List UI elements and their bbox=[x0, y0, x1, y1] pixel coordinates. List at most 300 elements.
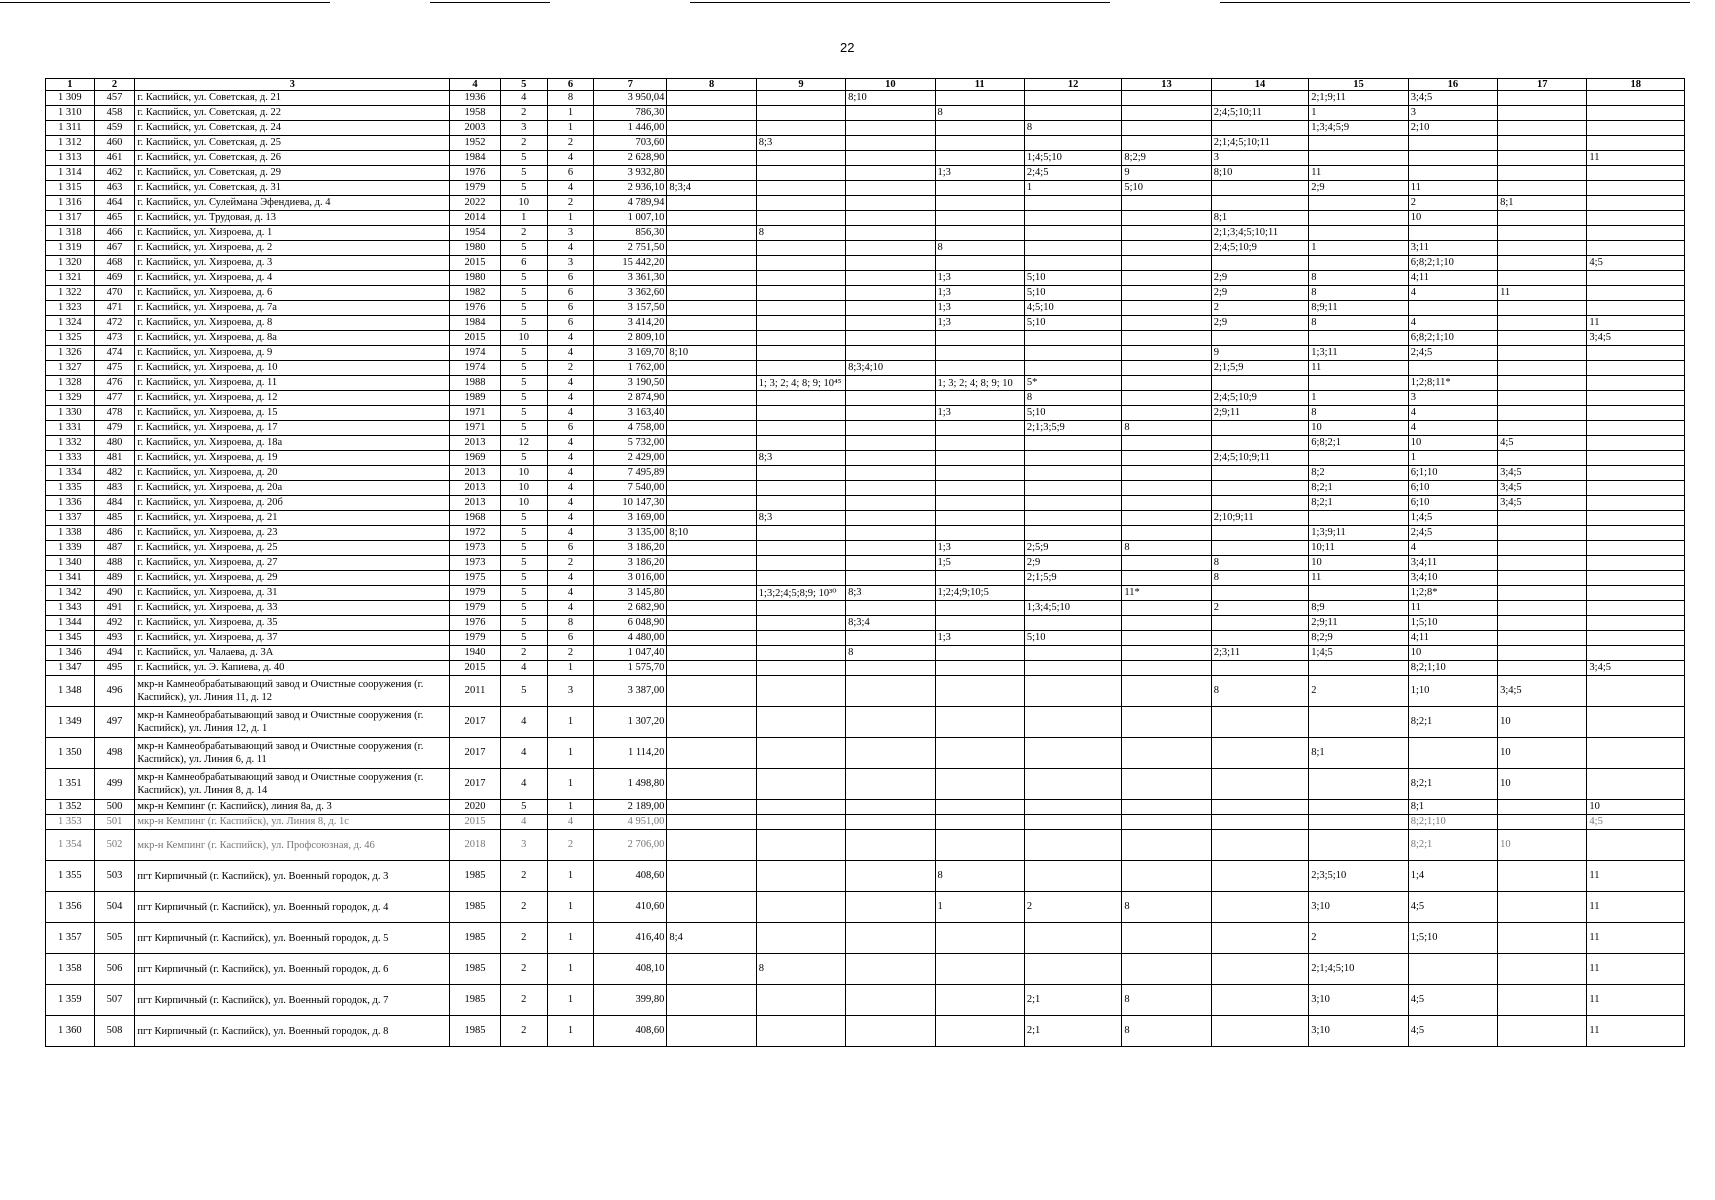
code-col-18: 11 bbox=[1587, 954, 1685, 985]
code-col-15: 1 bbox=[1309, 391, 1409, 406]
build-year: 1979 bbox=[450, 586, 501, 601]
code-col-18: 4;5 bbox=[1587, 256, 1685, 271]
code-col-15 bbox=[1309, 256, 1409, 271]
code-col-10 bbox=[846, 391, 935, 406]
floors: 5 bbox=[500, 616, 547, 631]
entrances: 6 bbox=[547, 541, 594, 556]
area: 786,30 bbox=[594, 106, 667, 121]
code-col-12 bbox=[1024, 331, 1121, 346]
code-col-15 bbox=[1309, 211, 1409, 226]
floors: 5 bbox=[500, 556, 547, 571]
code-col-16: 4 bbox=[1408, 421, 1497, 436]
code-col-13 bbox=[1122, 526, 1211, 541]
code-col-12 bbox=[1024, 361, 1121, 376]
code-col-15: 2;1;9;11 bbox=[1309, 91, 1409, 106]
area: 3 414,20 bbox=[594, 316, 667, 331]
code-col-14 bbox=[1211, 631, 1308, 646]
row-number: 1 320 bbox=[46, 256, 95, 271]
code-col-8 bbox=[667, 466, 756, 481]
code-col-13: 9 bbox=[1122, 166, 1211, 181]
address: г. Каспийск, ул. Хизроева, д. 19 bbox=[135, 451, 450, 466]
item-number: 508 bbox=[94, 1016, 135, 1047]
code-col-14: 2;3;11 bbox=[1211, 646, 1308, 661]
code-col-10: 8;3;4;10 bbox=[846, 361, 935, 376]
code-col-13 bbox=[1122, 121, 1211, 136]
table-row bbox=[46, 923, 1685, 954]
address: пгт Кирпичный (г. Каспийск), ул. Военный городок, д. 5 bbox=[135, 923, 450, 954]
code-col-9 bbox=[756, 676, 845, 707]
code-col-13 bbox=[1122, 556, 1211, 571]
code-col-9 bbox=[756, 241, 845, 256]
code-col-11 bbox=[935, 511, 1024, 526]
entrances: 4 bbox=[547, 481, 594, 496]
code-col-8 bbox=[667, 256, 756, 271]
code-col-16 bbox=[1408, 136, 1497, 151]
code-col-13 bbox=[1122, 436, 1211, 451]
floors: 2 bbox=[500, 226, 547, 241]
code-col-16: 8;2;1 bbox=[1408, 769, 1497, 800]
code-col-13 bbox=[1122, 136, 1211, 151]
code-col-13: 8 bbox=[1122, 421, 1211, 436]
code-col-9 bbox=[756, 861, 845, 892]
row-number: 1 318 bbox=[46, 226, 95, 241]
build-year: 1958 bbox=[450, 106, 501, 121]
table-row bbox=[46, 406, 1685, 421]
code-col-8 bbox=[667, 226, 756, 241]
build-year: 2013 bbox=[450, 466, 501, 481]
code-col-12: 5;10 bbox=[1024, 286, 1121, 301]
item-number: 458 bbox=[94, 106, 135, 121]
code-col-15: 1;3;11 bbox=[1309, 346, 1409, 361]
code-col-8 bbox=[667, 271, 756, 286]
code-col-12 bbox=[1024, 646, 1121, 661]
code-col-16: 10 bbox=[1408, 646, 1497, 661]
item-number: 469 bbox=[94, 271, 135, 286]
table-row bbox=[46, 954, 1685, 985]
code-col-10 bbox=[846, 830, 935, 861]
code-col-11: 1 bbox=[935, 892, 1024, 923]
code-col-14: 2;9 bbox=[1211, 271, 1308, 286]
code-col-14 bbox=[1211, 466, 1308, 481]
entrances: 1 bbox=[547, 892, 594, 923]
code-col-14: 8 bbox=[1211, 571, 1308, 586]
row-number: 1 329 bbox=[46, 391, 95, 406]
row-number: 1 315 bbox=[46, 181, 95, 196]
table-row bbox=[46, 601, 1685, 616]
area: 5 732,00 bbox=[594, 436, 667, 451]
code-col-8 bbox=[667, 136, 756, 151]
code-col-9 bbox=[756, 616, 845, 631]
code-col-14: 2;4;5;10;9 bbox=[1211, 241, 1308, 256]
item-number: 466 bbox=[94, 226, 135, 241]
address: г. Каспийск, ул. Советская, д. 26 bbox=[135, 151, 450, 166]
code-col-12 bbox=[1024, 91, 1121, 106]
area: 3 387,00 bbox=[594, 676, 667, 707]
build-year: 1973 bbox=[450, 541, 501, 556]
code-col-11: 1;5 bbox=[935, 556, 1024, 571]
code-col-14: 2;4;5;10;11 bbox=[1211, 106, 1308, 121]
item-number: 494 bbox=[94, 646, 135, 661]
code-col-12 bbox=[1024, 707, 1121, 738]
code-col-8 bbox=[667, 436, 756, 451]
entrances: 3 bbox=[547, 226, 594, 241]
row-number: 1 330 bbox=[46, 406, 95, 421]
build-year: 1973 bbox=[450, 556, 501, 571]
address: пгт Кирпичный (г. Каспийск), ул. Военный городок, д. 7 bbox=[135, 985, 450, 1016]
code-col-12 bbox=[1024, 436, 1121, 451]
address: г. Каспийск, ул. Хизроева, д. 33 bbox=[135, 601, 450, 616]
entrances: 1 bbox=[547, 106, 594, 121]
code-col-11 bbox=[935, 496, 1024, 511]
code-col-12 bbox=[1024, 738, 1121, 769]
table-row bbox=[46, 451, 1685, 466]
address: г. Каспийск, ул. Хизроева, д. 7а bbox=[135, 301, 450, 316]
build-year: 1985 bbox=[450, 892, 501, 923]
code-col-11 bbox=[935, 361, 1024, 376]
code-col-15: 1;4;5 bbox=[1309, 646, 1409, 661]
code-col-14: 2;9;11 bbox=[1211, 406, 1308, 421]
code-col-8 bbox=[667, 361, 756, 376]
code-col-9 bbox=[756, 646, 845, 661]
row-number: 1 353 bbox=[46, 815, 95, 830]
floors: 5 bbox=[500, 676, 547, 707]
entrances: 1 bbox=[547, 861, 594, 892]
col-header: 2 bbox=[94, 79, 135, 91]
code-col-14 bbox=[1211, 738, 1308, 769]
area: 2 936,10 bbox=[594, 181, 667, 196]
code-col-10 bbox=[846, 136, 935, 151]
floors: 4 bbox=[500, 738, 547, 769]
code-col-10: 8;3 bbox=[846, 586, 935, 601]
area: 4 789,94 bbox=[594, 196, 667, 211]
code-col-17 bbox=[1498, 376, 1587, 391]
item-number: 481 bbox=[94, 451, 135, 466]
code-col-10 bbox=[846, 451, 935, 466]
entrances: 4 bbox=[547, 601, 594, 616]
code-col-9 bbox=[756, 738, 845, 769]
code-col-12: 5;10 bbox=[1024, 271, 1121, 286]
col-header: 13 bbox=[1122, 79, 1211, 91]
code-col-13 bbox=[1122, 316, 1211, 331]
code-col-9 bbox=[756, 830, 845, 861]
code-col-11 bbox=[935, 707, 1024, 738]
area: 1 498,80 bbox=[594, 769, 667, 800]
code-col-8 bbox=[667, 331, 756, 346]
code-col-18 bbox=[1587, 241, 1685, 256]
build-year: 2013 bbox=[450, 436, 501, 451]
code-col-11: 8 bbox=[935, 106, 1024, 121]
address: г. Каспийск, ул. Сулеймана Эфендиева, д. 4 bbox=[135, 196, 450, 211]
code-col-17 bbox=[1498, 166, 1587, 181]
code-col-11 bbox=[935, 526, 1024, 541]
row-number: 1 352 bbox=[46, 800, 95, 815]
code-col-12: 1;4;5;10 bbox=[1024, 151, 1121, 166]
code-col-15: 8 bbox=[1309, 271, 1409, 286]
address: пгт Кирпичный (г. Каспийск), ул. Военный городок, д. 3 bbox=[135, 861, 450, 892]
code-col-12 bbox=[1024, 661, 1121, 676]
area: 3 145,80 bbox=[594, 586, 667, 601]
code-col-18 bbox=[1587, 436, 1685, 451]
address: г. Каспийск, ул. Советская, д. 29 bbox=[135, 166, 450, 181]
table-row bbox=[46, 556, 1685, 571]
housing-register-table bbox=[45, 78, 1685, 1047]
table-row bbox=[46, 481, 1685, 496]
code-col-18 bbox=[1587, 451, 1685, 466]
code-col-9 bbox=[756, 91, 845, 106]
code-col-9 bbox=[756, 769, 845, 800]
table-row bbox=[46, 769, 1685, 800]
code-col-14 bbox=[1211, 331, 1308, 346]
build-year: 2015 bbox=[450, 661, 501, 676]
area: 1 446,00 bbox=[594, 121, 667, 136]
code-col-15 bbox=[1309, 800, 1409, 815]
address: г. Каспийск, ул. Хизроева, д. 8 bbox=[135, 316, 450, 331]
col-header: 12 bbox=[1024, 79, 1121, 91]
area: 3 169,70 bbox=[594, 346, 667, 361]
code-col-12 bbox=[1024, 256, 1121, 271]
entrances: 1 bbox=[547, 769, 594, 800]
code-col-11 bbox=[935, 985, 1024, 1016]
code-col-16: 4;5 bbox=[1408, 1016, 1497, 1047]
code-col-8 bbox=[667, 815, 756, 830]
code-col-8 bbox=[667, 661, 756, 676]
code-col-18 bbox=[1587, 286, 1685, 301]
code-col-16: 3;11 bbox=[1408, 241, 1497, 256]
code-col-17: 8;1 bbox=[1498, 196, 1587, 211]
code-col-15: 1 bbox=[1309, 106, 1409, 121]
area: 3 361,30 bbox=[594, 271, 667, 286]
code-col-15: 8 bbox=[1309, 286, 1409, 301]
code-col-18: 11 bbox=[1587, 861, 1685, 892]
code-col-15: 10 bbox=[1309, 556, 1409, 571]
code-col-18 bbox=[1587, 496, 1685, 511]
table-row bbox=[46, 815, 1685, 830]
table-row bbox=[46, 106, 1685, 121]
item-number: 482 bbox=[94, 466, 135, 481]
code-col-13 bbox=[1122, 271, 1211, 286]
code-col-14 bbox=[1211, 616, 1308, 631]
code-col-13 bbox=[1122, 815, 1211, 830]
code-col-14 bbox=[1211, 815, 1308, 830]
table-row bbox=[46, 861, 1685, 892]
row-number: 1 351 bbox=[46, 769, 95, 800]
code-col-15: 1;3;9;11 bbox=[1309, 526, 1409, 541]
area: 408,60 bbox=[594, 861, 667, 892]
code-col-9 bbox=[756, 1016, 845, 1047]
code-col-14: 2;4;5;10;9 bbox=[1211, 391, 1308, 406]
floors: 5 bbox=[500, 526, 547, 541]
area: 856,30 bbox=[594, 226, 667, 241]
code-col-17 bbox=[1498, 421, 1587, 436]
code-col-13 bbox=[1122, 376, 1211, 391]
code-col-15: 8;2;1 bbox=[1309, 496, 1409, 511]
code-col-8 bbox=[667, 151, 756, 166]
entrances: 1 bbox=[547, 121, 594, 136]
code-col-10 bbox=[846, 800, 935, 815]
code-col-10 bbox=[846, 466, 935, 481]
address: г. Каспийск, ул. Хизроева, д. 20а bbox=[135, 481, 450, 496]
build-year: 1988 bbox=[450, 376, 501, 391]
code-col-16: 4;5 bbox=[1408, 892, 1497, 923]
item-number: 463 bbox=[94, 181, 135, 196]
build-year: 1968 bbox=[450, 511, 501, 526]
floors: 10 bbox=[500, 466, 547, 481]
code-col-15: 2;9 bbox=[1309, 181, 1409, 196]
code-col-14 bbox=[1211, 861, 1308, 892]
code-col-9: 8;3 bbox=[756, 511, 845, 526]
code-col-10 bbox=[846, 256, 935, 271]
row-number: 1 357 bbox=[46, 923, 95, 954]
floors: 5 bbox=[500, 301, 547, 316]
floors: 4 bbox=[500, 91, 547, 106]
code-col-8 bbox=[667, 861, 756, 892]
code-col-13 bbox=[1122, 391, 1211, 406]
floors: 2 bbox=[500, 954, 547, 985]
floors: 10 bbox=[500, 196, 547, 211]
code-col-9 bbox=[756, 301, 845, 316]
floors: 5 bbox=[500, 271, 547, 286]
code-col-12 bbox=[1024, 676, 1121, 707]
code-col-14: 8 bbox=[1211, 556, 1308, 571]
code-col-14 bbox=[1211, 256, 1308, 271]
code-col-12 bbox=[1024, 226, 1121, 241]
code-col-10 bbox=[846, 286, 935, 301]
code-col-9 bbox=[756, 661, 845, 676]
address: г. Каспийск, ул. Хизроева, д. 15 bbox=[135, 406, 450, 421]
col-header: 1 bbox=[46, 79, 95, 91]
floors: 2 bbox=[500, 985, 547, 1016]
code-col-12 bbox=[1024, 496, 1121, 511]
code-col-16: 10 bbox=[1408, 436, 1497, 451]
code-col-10 bbox=[846, 166, 935, 181]
code-col-8 bbox=[667, 541, 756, 556]
code-col-10 bbox=[846, 316, 935, 331]
code-col-8 bbox=[667, 496, 756, 511]
code-col-13: 5;10 bbox=[1122, 181, 1211, 196]
code-col-10 bbox=[846, 211, 935, 226]
code-col-10 bbox=[846, 571, 935, 586]
code-col-17 bbox=[1498, 106, 1587, 121]
code-col-12 bbox=[1024, 526, 1121, 541]
code-col-14 bbox=[1211, 181, 1308, 196]
code-col-8 bbox=[667, 646, 756, 661]
code-col-11 bbox=[935, 661, 1024, 676]
row-number: 1 349 bbox=[46, 707, 95, 738]
col-header: 17 bbox=[1498, 79, 1587, 91]
address: г. Каспийск, ул. Хизроева, д. 27 bbox=[135, 556, 450, 571]
entrances: 1 bbox=[547, 954, 594, 985]
code-col-16: 8;2;1 bbox=[1408, 707, 1497, 738]
code-col-18: 11 bbox=[1587, 892, 1685, 923]
code-col-10 bbox=[846, 861, 935, 892]
code-col-16: 4 bbox=[1408, 541, 1497, 556]
address: г. Каспийск, ул. Хизроева, д. 20б bbox=[135, 496, 450, 511]
entrances: 4 bbox=[547, 436, 594, 451]
item-number: 461 bbox=[94, 151, 135, 166]
row-number: 1 309 bbox=[46, 91, 95, 106]
code-col-8 bbox=[667, 241, 756, 256]
entrances: 2 bbox=[547, 136, 594, 151]
code-col-11: 1;3 bbox=[935, 406, 1024, 421]
build-year: 1985 bbox=[450, 861, 501, 892]
table-row bbox=[46, 181, 1685, 196]
code-col-11 bbox=[935, 211, 1024, 226]
code-col-9 bbox=[756, 211, 845, 226]
code-col-13 bbox=[1122, 196, 1211, 211]
table-row bbox=[46, 226, 1685, 241]
code-col-15: 2 bbox=[1309, 676, 1409, 707]
code-col-15: 3;10 bbox=[1309, 985, 1409, 1016]
floors: 5 bbox=[500, 571, 547, 586]
code-col-15 bbox=[1309, 331, 1409, 346]
code-col-11 bbox=[935, 676, 1024, 707]
code-col-13 bbox=[1122, 301, 1211, 316]
build-year: 1980 bbox=[450, 241, 501, 256]
code-col-16: 4;5 bbox=[1408, 985, 1497, 1016]
code-col-18 bbox=[1587, 541, 1685, 556]
code-col-16 bbox=[1408, 226, 1497, 241]
entrances: 4 bbox=[547, 331, 594, 346]
code-col-10 bbox=[846, 707, 935, 738]
code-col-12 bbox=[1024, 106, 1121, 121]
code-col-14: 2 bbox=[1211, 301, 1308, 316]
code-col-14 bbox=[1211, 830, 1308, 861]
item-number: 474 bbox=[94, 346, 135, 361]
code-col-15: 2;1;4;5;10 bbox=[1309, 954, 1409, 985]
entrances: 4 bbox=[547, 406, 594, 421]
table-row bbox=[46, 166, 1685, 181]
code-col-9 bbox=[756, 346, 845, 361]
floors: 10 bbox=[500, 481, 547, 496]
row-number: 1 345 bbox=[46, 631, 95, 646]
row-number: 1 323 bbox=[46, 301, 95, 316]
code-col-11: 1;3 bbox=[935, 271, 1024, 286]
code-col-16: 6;1;10 bbox=[1408, 466, 1497, 481]
code-col-18: 11 bbox=[1587, 1016, 1685, 1047]
entrances: 8 bbox=[547, 91, 594, 106]
row-number: 1 311 bbox=[46, 121, 95, 136]
build-year: 1985 bbox=[450, 985, 501, 1016]
code-col-10 bbox=[846, 346, 935, 361]
row-number: 1 346 bbox=[46, 646, 95, 661]
code-col-8 bbox=[667, 451, 756, 466]
code-col-18 bbox=[1587, 391, 1685, 406]
code-col-17 bbox=[1498, 271, 1587, 286]
code-col-8 bbox=[667, 211, 756, 226]
build-year: 1974 bbox=[450, 346, 501, 361]
floors: 2 bbox=[500, 861, 547, 892]
code-col-11 bbox=[935, 923, 1024, 954]
table-row bbox=[46, 301, 1685, 316]
code-col-18 bbox=[1587, 601, 1685, 616]
code-col-16: 6;10 bbox=[1408, 481, 1497, 496]
code-col-11: 1;3 bbox=[935, 631, 1024, 646]
code-col-9 bbox=[756, 923, 845, 954]
code-col-12 bbox=[1024, 861, 1121, 892]
code-col-16: 4 bbox=[1408, 316, 1497, 331]
code-col-16: 1;2;8* bbox=[1408, 586, 1497, 601]
address: г. Каспийск, ул. Хизроева, д. 29 bbox=[135, 571, 450, 586]
code-col-17: 10 bbox=[1498, 738, 1587, 769]
area: 1 307,20 bbox=[594, 707, 667, 738]
code-col-8 bbox=[667, 556, 756, 571]
code-col-17 bbox=[1498, 861, 1587, 892]
address: г. Каспийск, ул. Хизроева, д. 12 bbox=[135, 391, 450, 406]
area: 7 495,89 bbox=[594, 466, 667, 481]
row-number: 1 339 bbox=[46, 541, 95, 556]
address: г. Каспийск, ул. Хизроева, д. 18а bbox=[135, 436, 450, 451]
address: г. Каспийск, ул. Советская, д. 24 bbox=[135, 121, 450, 136]
